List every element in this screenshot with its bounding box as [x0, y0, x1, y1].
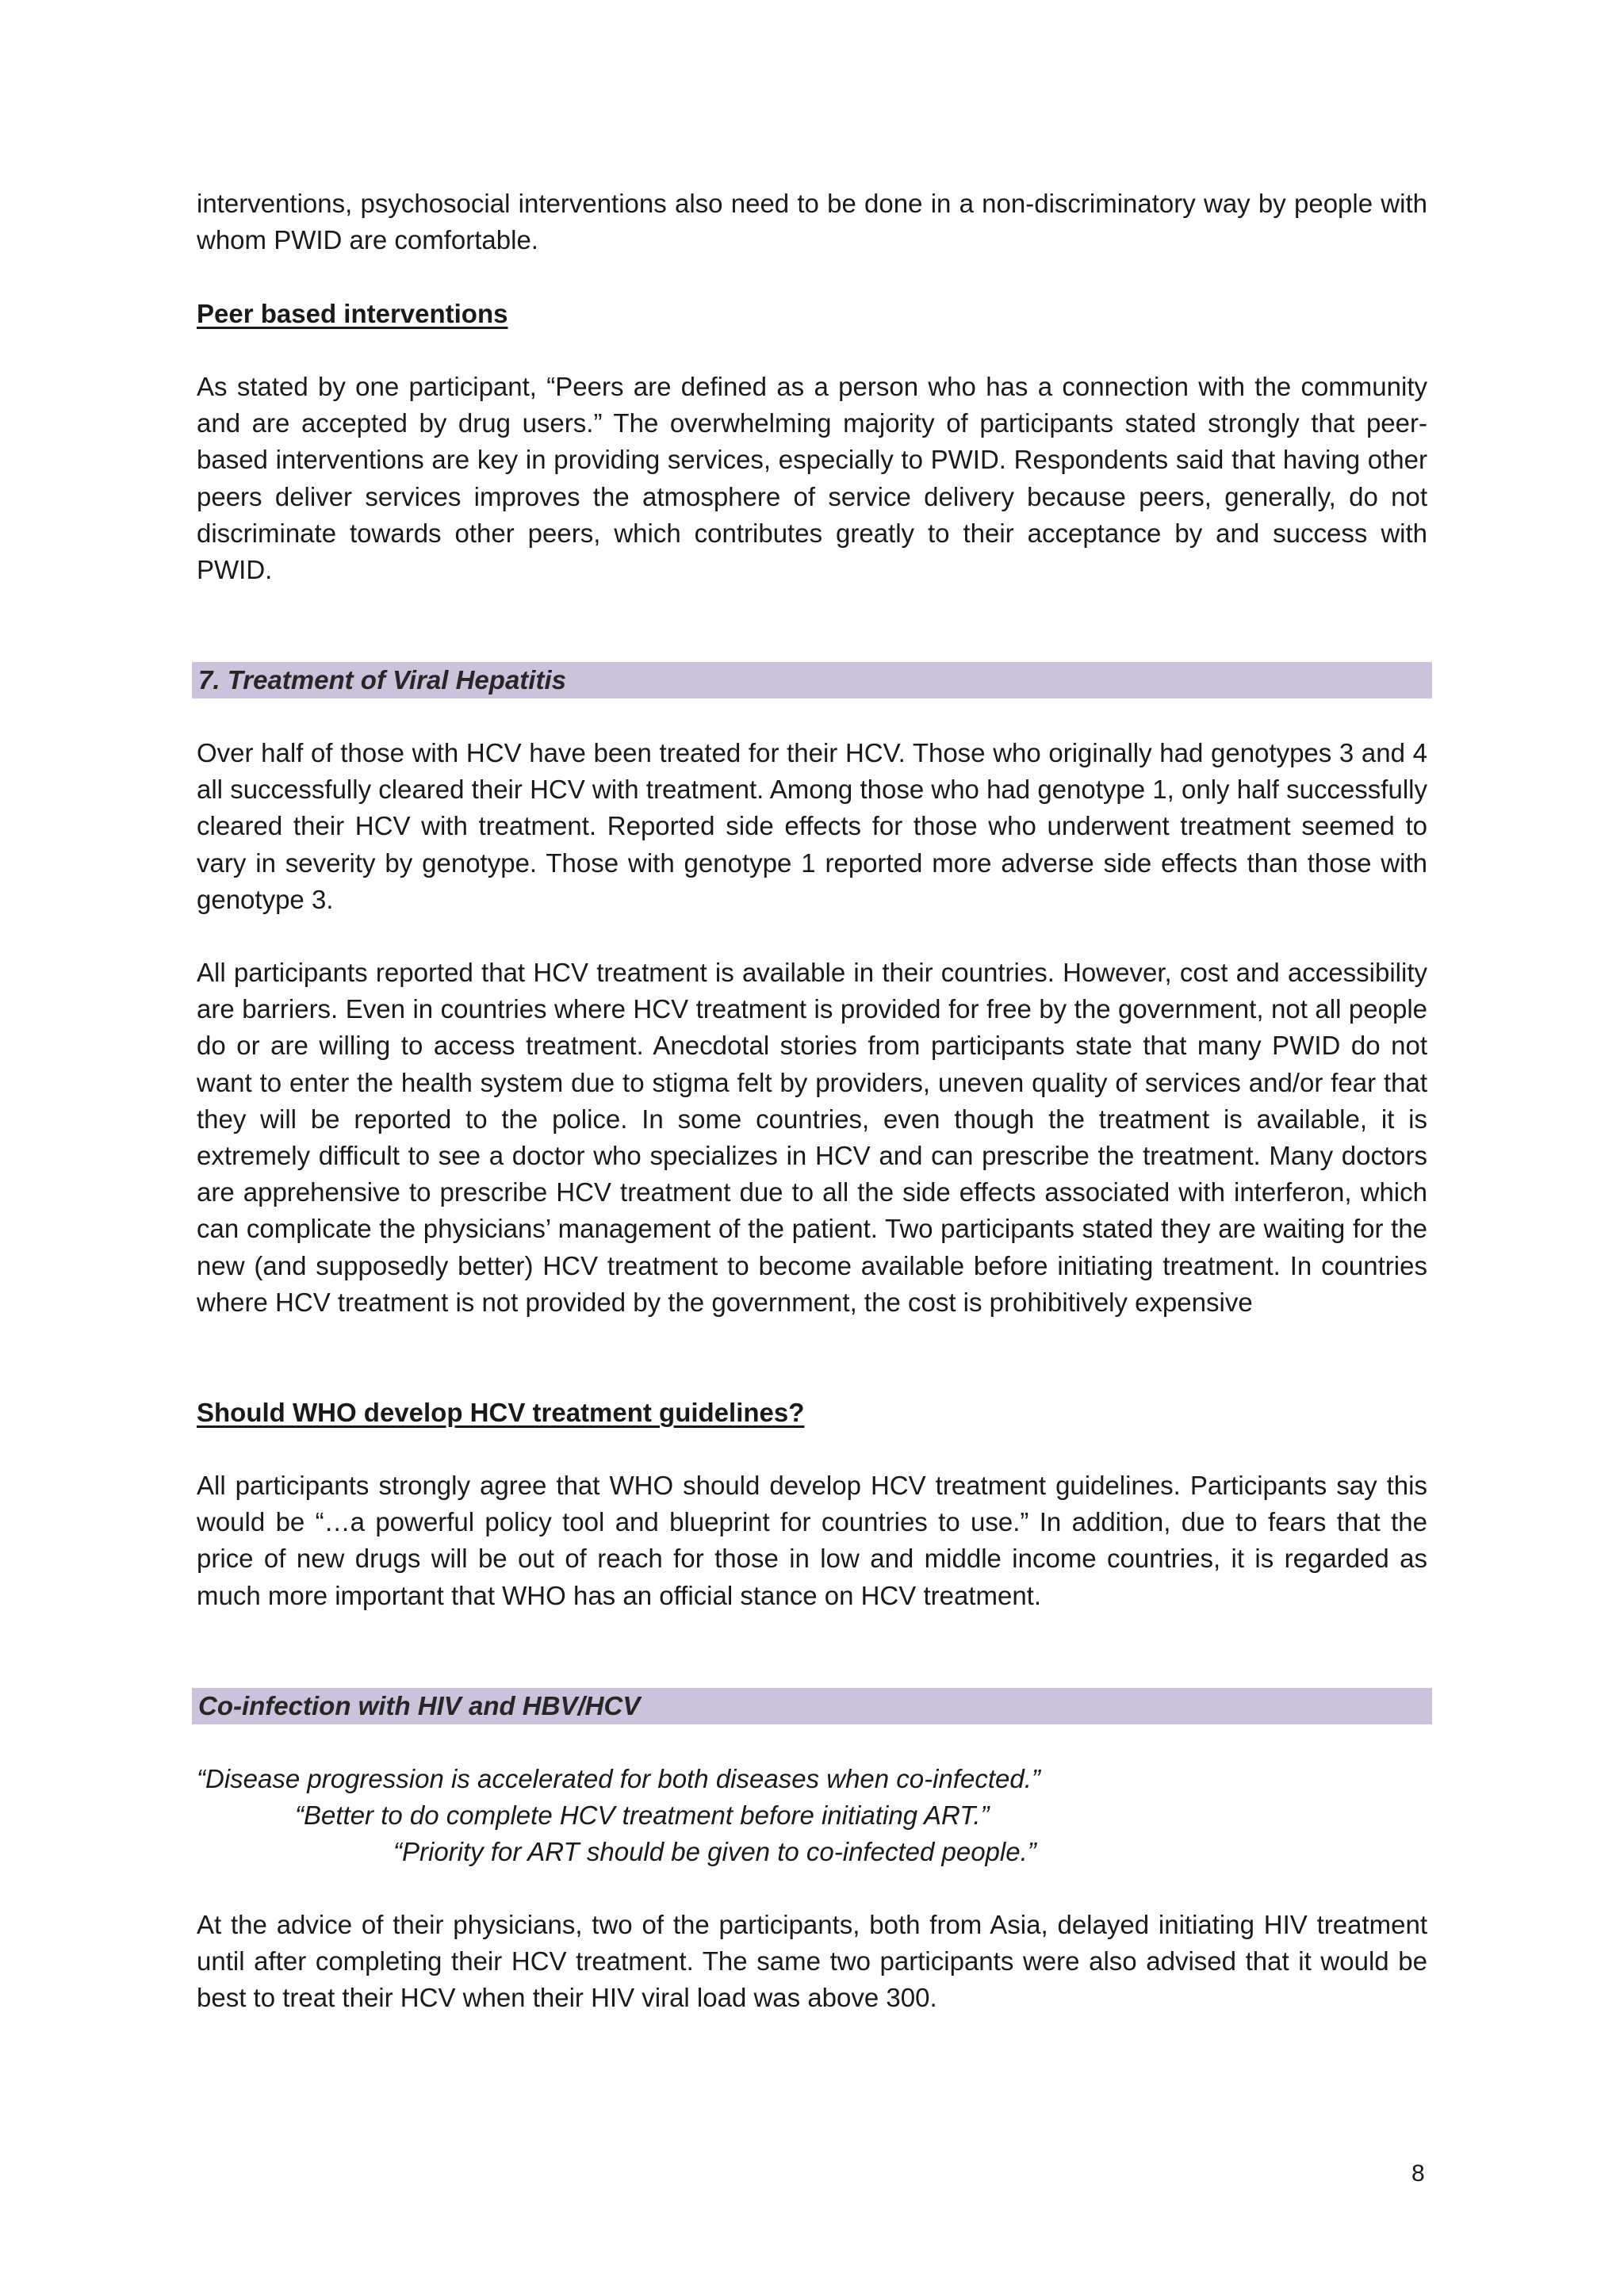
- section-7-paragraph-1: Over half of those with HCV have been treated for their HCV. Those who originally had genotypes 3 and 4 all successfully cleared their HCV with treatment. Among those who had genotype 1, only half successfully cleared their HCV with treatment. Reported side effects for those who underwent treatment seemed to vary in severity by genotype. Those with genotype 1 reported more adverse side effects than those with genotype 3.: [197, 738, 1427, 914]
- coinfection-quote-3: “Priority for ART should be given to co-infected people.”: [393, 1837, 1036, 1866]
- guidelines-heading: Should WHO develop HCV treatment guidelines?: [197, 1398, 805, 1427]
- continuation-paragraph: interventions, psychosocial interventions also need to be done in a non-discriminatory way by people with whom PWID are comfortable.: [197, 189, 1427, 255]
- coinfection-quote-1: “Disease progression is accelerated for both diseases when co-infected.”: [197, 1764, 1040, 1793]
- section-7-paragraph-2: All participants reported that HCV treatment is available in their countries. However, cost and accessibility are barriers. Even in countries where HCV treatment is provided for free by the government, not all people do or are willing to access treatment. Anecdotal stories from participants state that many PWID do not want to enter the health system due to stigma felt by providers, uneven quality of services and/or fear that they will be reported to the police. In some countries, even though the treatment is available, it is extremely difficult to see a doctor who specializes in HCV and can prescribe the treatment. Many doctors are apprehensive to prescribe HCV treatment due to all the side effects associated with interferon, which can complicate the physicians’ management of the patient. Two participants stated they are waiting for the new (and supposedly better) HCV treatment to become available before initiating treatment. In countries where HCV treatment is not provided by the government, the cost is prohibitively expensive: [197, 958, 1427, 1317]
- coinfection-title-band: [192, 1688, 1432, 1724]
- coinfection-title: Co-infection with HIV and HBV/HCV: [198, 1691, 641, 1720]
- coinfection-quote-2: “Better to do complete HCV treatment before initiating ART.”: [295, 1800, 990, 1830]
- page-number: 8: [1411, 2160, 1425, 2187]
- guidelines-paragraph: All participants strongly agree that WHO should develop HCV treatment guidelines. Participants say this would be “…a powerful policy tool and blueprint for countries to use.” In addition, due to fears that the price of new drugs will be out of reach for those in low and middle income countries, it is regarded as much more important that WHO has an official stance on HCV treatment.: [197, 1471, 1427, 1610]
- peer-section-heading: Peer based interventions: [197, 299, 508, 328]
- section-7-title: 7. Treatment of Viral Hepatitis: [198, 665, 566, 695]
- peer-section-paragraph: As stated by one participant, “Peers are defined as a person who has a connection with the community and are accepted by drug users.” The overwhelming majority of participants stated strongly that peer-based interventions are key in providing services, especially to PWID. Respondents said that having other peers deliver services improves the atmosphere of service delivery because peers, generally, do not discriminate towards other peers, which contributes greatly to their acceptance by and success with PWID.: [197, 372, 1427, 585]
- coinfection-paragraph: At the advice of their physicians, two of the participants, both from Asia, delayed initiating HIV treatment until after completing their HCV treatment. The same two participants were also advised that it would be best to treat their HCV when their HIV viral load was above 300.: [197, 1910, 1427, 2013]
- section-7-title-band: [192, 662, 1432, 698]
